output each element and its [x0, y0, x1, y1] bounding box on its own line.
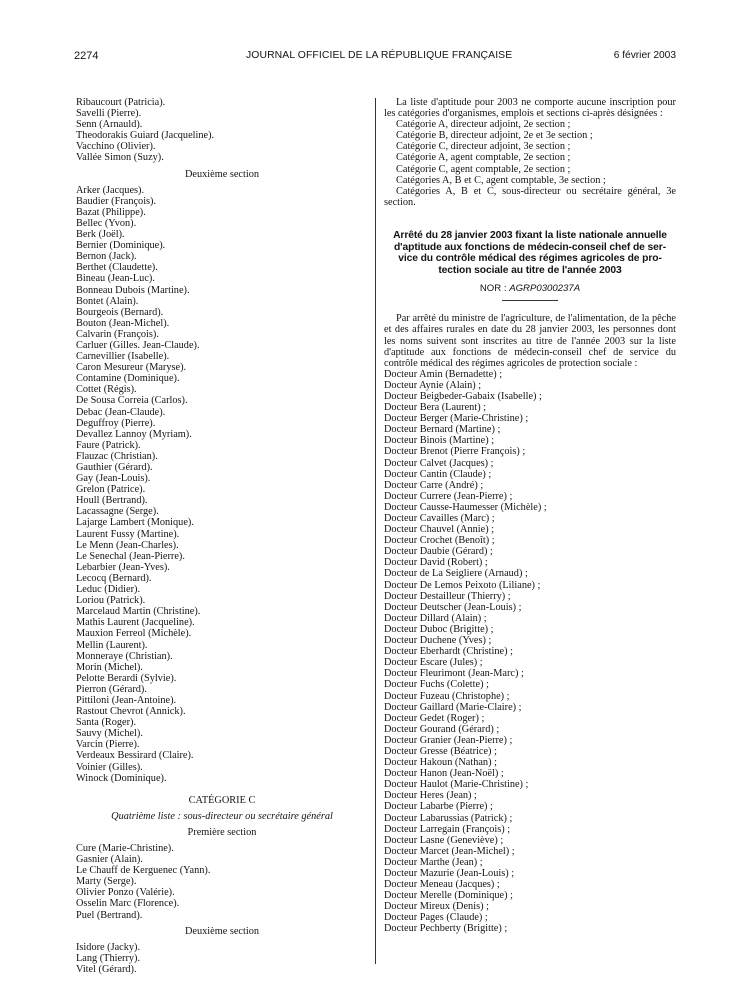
doctor-item: Docteur Destailleur (Thierry) ;	[384, 590, 511, 602]
nor-reference	[384, 283, 676, 295]
list-item: Vacchino (Olivier).	[76, 141, 156, 153]
doctor-item: Docteur Cantin (Claude) ;	[384, 468, 492, 480]
list-item: Berthet (Claudette).	[76, 262, 158, 274]
list-item: Puel (Bertrand).	[76, 909, 143, 921]
doctor-item: Docteur Labarussias (Patrick) ;	[384, 812, 513, 824]
category-heading: CATÉGORIE C	[188, 794, 256, 806]
doctor-item: Docteur Labarbe (Pierre) ;	[384, 801, 493, 813]
list-item: Pierron (Gérard).	[76, 683, 147, 695]
list-item: Grelon (Patrice).	[76, 484, 146, 496]
list-item: Debac (Jean-Claude).	[76, 406, 166, 418]
list-item: Savelli (Pierre).	[76, 108, 142, 120]
doctor-list	[384, 369, 676, 935]
doctor-item: Docteur David (Robert) ;	[384, 557, 488, 569]
doctor-item: Docteur Bernard (Martine) ;	[384, 424, 501, 436]
list-item: Santa (Roger).	[76, 717, 137, 729]
section-heading: Deuxième section	[184, 925, 260, 937]
nor-label: NOR :	[479, 283, 507, 295]
list-item: Bineau (Jean-Luc).	[76, 273, 155, 285]
doctor-item: Docteur Calvet (Jacques) ;	[384, 457, 494, 469]
doctor-item: Docteur Escare (Jules) ;	[384, 657, 483, 669]
doctor-item: Docteur Berger (Marie-Christine) ;	[384, 413, 529, 425]
doctor-item: Docteur Merelle (Dominique) ;	[384, 890, 513, 902]
doctor-item: Docteur Hanon (Jean-Noël) ;	[384, 768, 504, 780]
list-item: Devallez Lannoy (Myriam).	[76, 428, 192, 440]
list-item: Flauzac (Christian).	[76, 450, 158, 462]
doctor-item: Docteur Carre (André) ;	[384, 479, 484, 491]
doctor-item: Docteur Deutscher (Jean-Louis) ;	[384, 601, 522, 613]
list-item: Olivier Ponzo (Valérie).	[76, 887, 175, 899]
list-item: Calvarin (François).	[76, 328, 159, 340]
arrete-title-line: Arrêté du 28 janvier 2003 fixant la liste nationale annuelle	[393, 229, 667, 241]
list-item: Lecocq (Bernard).	[76, 572, 152, 584]
doctor-item: Docteur Fuchs (Colette) ;	[384, 679, 489, 691]
list-item: Arker (Jacques).	[76, 184, 145, 196]
list-item: Bouton (Jean-Michel).	[76, 317, 170, 329]
doctor-item: Docteur Eberhardt (Christine) ;	[384, 646, 513, 658]
list-item: Gasnier (Alain).	[76, 854, 143, 866]
list-item: Contamine (Dominique).	[76, 373, 180, 385]
doctor-item: Docteur Bera (Laurent) ;	[384, 402, 487, 414]
list-item: Monneraye (Christian).	[76, 650, 173, 662]
section-heading: Deuxième section	[184, 168, 260, 180]
list-item: Berk (Joël).	[76, 229, 125, 241]
doctor-item: Docteur Hakoun (Nathan) ;	[384, 757, 497, 769]
category-item: Catégories A, B et C, agent comptable, 3e section ;	[396, 174, 606, 186]
name-list	[76, 942, 368, 975]
doctor-item: Docteur Lasne (Geneviève) ;	[384, 834, 504, 846]
list-item: Vallée Simon (Suzy).	[76, 152, 164, 164]
list-item: Cure (Marie-Christine).	[76, 843, 174, 854]
list-item: Mellin (Laurent).	[76, 639, 148, 651]
list-item: Carnevillier (Isabelle).	[76, 351, 170, 363]
separator-rule	[502, 300, 558, 301]
list-item: Caron Mesureur (Maryse).	[76, 362, 187, 374]
list-item: Le Senechal (Jean-Pierre).	[76, 550, 185, 562]
list-item: Verdeaux Bessirard (Claire).	[76, 750, 194, 762]
list-item: Varcin (Pierre).	[76, 739, 140, 751]
list-item: Loriou (Patrick).	[76, 595, 146, 607]
intro-paragraph: La liste d'aptitude pour 2003 ne comporte aucune inscription pour les catégories d'organismes, emplois et sections ci-après désignées :	[384, 97, 676, 120]
list-item: Le Menn (Jean-Charles).	[76, 539, 179, 551]
doctor-item: Docteur Crochet (Benoît) ;	[384, 535, 495, 547]
doctor-item: Docteur Gourand (Gérard) ;	[384, 723, 500, 735]
doctor-item: Docteur Dillard (Alain) ;	[384, 612, 487, 624]
list-item: Laurent Fussy (Martine).	[76, 528, 180, 540]
list-item: Senn (Arnauld).	[76, 119, 143, 131]
doctor-item: Docteur Larregain (François) ;	[384, 823, 511, 835]
doctor-item: Docteur Pages (Claude) ;	[384, 912, 488, 924]
list-item: Cottet (Régis).	[76, 384, 137, 396]
doctor-item: Docteur Pechberty (Brigitte) ;	[384, 923, 508, 935]
decree-paragraph: Par arrêté du ministre de l'agriculture, de l'alimentation, de la pêche et des affaires rurales en date du 28 janvier 2003, les personnes dont les noms suivent sont inscrites au titre de l'année 2003 sur la liste d'aptitude aux fonctions de médecin-conseil chef de service du contrôle médical des régimes agricoles de protection sociale :	[384, 313, 676, 369]
category-item: Catégorie B, directeur adjoint, 2e et 3e section ;	[396, 130, 593, 142]
list-item: Morin (Michel).	[76, 661, 143, 673]
doctor-item: Docteur Heres (Jean) ;	[384, 790, 477, 802]
list-item: Houll (Bertrand).	[76, 495, 148, 507]
column-divider	[375, 98, 376, 964]
list-item: Leduc (Didier).	[76, 584, 141, 596]
list-item: Lang (Thierry).	[76, 952, 141, 964]
doctor-item: Docteur Gedet (Roger) ;	[384, 712, 485, 724]
list-item: Deguffroy (Pierre).	[76, 417, 156, 429]
category-item: Catégorie C, directeur adjoint, 3e section ;	[396, 141, 571, 153]
category-item: Catégorie C, agent comptable, 2e section ;	[396, 163, 571, 175]
doctor-item: Docteur Fleurimont (Jean-Marc) ;	[384, 668, 524, 680]
list-item: Lebarbier (Jean-Yves).	[76, 561, 170, 573]
list-item: Pelotte Berardi (Sylvie).	[76, 672, 177, 684]
list-item: Bonneau Dubois (Martine).	[76, 284, 190, 296]
doctor-item: Docteur de La Seigliere (Arnaud) ;	[384, 568, 528, 580]
list-item: De Sousa Correia (Carlos).	[76, 395, 188, 407]
list-item: Vitel (Gérard).	[76, 963, 137, 975]
doctor-item: Docteur Gaillard (Marie-Claire) ;	[384, 701, 522, 713]
doctor-item: Docteur Causse-Haumesser (Michèle) ;	[384, 501, 547, 513]
doctor-item: Docteur Binois (Martine) ;	[384, 435, 495, 447]
list-item: Baudier (François).	[76, 195, 157, 207]
list-item: Bourgeois (Bernard).	[76, 306, 164, 318]
list-item: Carluer (Gilles. Jean-Claude).	[76, 339, 200, 351]
list-item: Isidore (Jacky).	[76, 941, 141, 953]
list-item: Sauvy (Michel).	[76, 728, 143, 740]
doctor-item: Docteur Daubie (Gérard) ;	[384, 546, 493, 558]
list-item: Mathis Laurent (Jacqueline).	[76, 617, 195, 629]
list-item: Winock (Dominique).	[76, 772, 167, 784]
arrete-title-line: vice du contrôle médical des régimes agricoles de pro-	[398, 253, 662, 265]
section-heading: Première section	[187, 826, 257, 838]
left-column	[76, 97, 368, 975]
doctor-item: Docteur Brenot (Pierre François) ;	[384, 446, 526, 458]
journal-title: JOURNAL OFFICIEL DE LA RÉPUBLIQUE FRANÇAISE	[246, 50, 513, 61]
list-item: Mauxion Ferreol (Michèle).	[76, 628, 192, 640]
arrete-title-line: tection sociale au titre de l'année 2003	[438, 264, 622, 276]
list-item: Faure (Patrick).	[76, 439, 141, 451]
list-item: Bernier (Dominique).	[76, 240, 166, 252]
doctor-item: Docteur Gresse (Béatrice) ;	[384, 745, 497, 757]
list-item: Rastout Chevrot (Annick).	[76, 706, 186, 718]
list-item: Bernon (Jack).	[76, 251, 137, 263]
doctor-item: Docteur Duboc (Brigitte) ;	[384, 623, 494, 635]
page-header	[74, 50, 676, 70]
arrete-title-line: d'aptitude aux fonctions de médecin-conseil chef de ser-	[393, 241, 667, 253]
category-list	[384, 119, 676, 186]
list-item: Gay (Jean-Louis).	[76, 473, 151, 485]
doctor-item: Docteur Duchene (Yves) ;	[384, 635, 492, 647]
right-column	[384, 97, 676, 935]
list-item: Le Chauff de Kerguenec (Yann).	[76, 865, 211, 877]
list-item: Lacassagne (Serge).	[76, 506, 159, 518]
doctor-item: Docteur Cavailles (Marc) ;	[384, 513, 495, 524]
list-item: Marty (Serge).	[76, 876, 137, 888]
list-item: Bellec (Yvon).	[76, 217, 137, 229]
list-item: Ribaucourt (Patricia).	[76, 97, 166, 108]
list-item: Marcelaud Martin (Christine).	[76, 606, 201, 618]
nor-code: AGRP0300237A	[509, 283, 581, 295]
doctor-item: Docteur Aynie (Alain) ;	[384, 379, 482, 391]
list-item: Bazat (Philippe).	[76, 206, 146, 218]
list-item: Lajarge Lambert (Monique).	[76, 517, 194, 529]
doctor-item: Docteur Chauvel (Annie) ;	[384, 524, 495, 536]
list-item: Bontet (Alain).	[76, 295, 139, 307]
doctor-item: Docteur Amin (Bernadette) ;	[384, 368, 503, 380]
list-item: Gauthier (Gérard).	[76, 462, 153, 473]
doctor-item: Docteur Mireux (Denis) ;	[384, 901, 489, 913]
doctor-item: Docteur Haulot (Marie-Christine) ;	[384, 779, 529, 791]
name-list	[76, 97, 368, 164]
doctor-item: Docteur Mazurie (Jean-Louis) ;	[384, 868, 515, 879]
doctor-item: Docteur De Lemos Peixoto (Liliane) ;	[384, 579, 541, 591]
page-number: 2274	[74, 50, 99, 62]
list-item: Osselin Marc (Florence).	[76, 898, 180, 910]
category-item: Catégorie A, agent comptable, 2e section ;	[396, 152, 571, 164]
list-item: Voinier (Gilles).	[76, 761, 143, 773]
list-item: Pittiloni (Jean-Antoine).	[76, 694, 177, 706]
name-list	[76, 843, 368, 921]
doctor-item: Docteur Marthe (Jean) ;	[384, 856, 483, 868]
arrete-title	[384, 230, 676, 276]
category-item: Catégorie A, directeur adjoint, 2e section ;	[396, 119, 571, 131]
list-item: Theodorakis Guiard (Jacqueline).	[76, 130, 215, 142]
doctor-item: Docteur Fuzeau (Christophe) ;	[384, 690, 510, 702]
doctor-item: Docteur Meneau (Jacques) ;	[384, 879, 500, 891]
doctor-item: Docteur Marcet (Jean-Michel) ;	[384, 845, 515, 857]
doctor-item: Docteur Granier (Jean-Pierre) ;	[384, 734, 513, 746]
last-category: Catégories A, B et C, sous-directeur ou secrétaire général, 3e section.	[384, 185, 676, 208]
list-heading: Quatrième liste : sous-directeur ou secrétaire général	[111, 810, 333, 822]
doctor-item: Docteur Beigbeder-Gabaix (Isabelle) ;	[384, 390, 542, 402]
publication-date: 6 février 2003	[613, 50, 676, 61]
doctor-item: Docteur Currere (Jean-Pierre) ;	[384, 490, 513, 502]
name-list	[76, 185, 368, 784]
